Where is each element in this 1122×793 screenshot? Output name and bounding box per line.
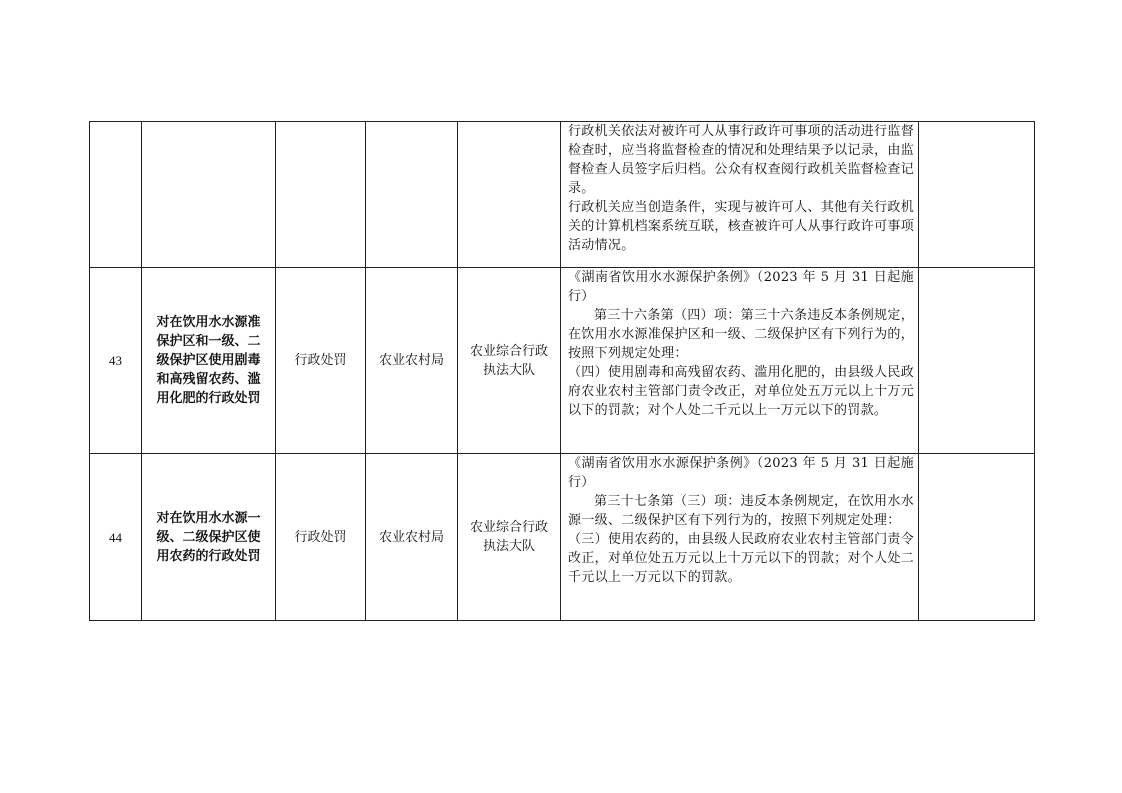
basis-paragraph: （三）使用农药的，由县级人民政府农业农村主管部门责令改正，对单位处五万元以上十万元以下的罚款；对个人处二千元以上一万元以下的罚款。 [568,532,914,585]
department-cell [366,122,458,268]
executing-unit-cell: 农业综合行政执法大队 [458,268,561,454]
table-row [90,268,1035,454]
remark-cell [919,122,1035,268]
category-cell [276,122,366,268]
executing-unit-cell [458,122,561,268]
executing-unit-cell: 农业综合行政执法大队 [458,454,561,621]
department-cell: 农业农村局 [366,268,458,454]
basis-paragraph: 《湖南省饮用水水源保护条例》（2023 年 5 月 31 日起施行） [568,456,914,490]
item-name-cell: 对在饮用水水源一级、二级保护区使用农药的行政处罚 [142,454,276,621]
row-seq-cell: 44 [90,454,142,621]
legal-basis-cell [561,122,919,268]
row-seq-cell [90,122,142,268]
basis-paragraph: 第三十七条第（三）项：违反本条例规定，在饮用水水源一级、二级保护区有下列行为的，按照下列规定处理： [568,494,914,528]
basis-paragraph: 《湖南省饮用水水源保护条例》（2023 年 5 月 31 日起施行） [568,270,914,304]
remark-cell [919,454,1035,621]
penalty-items-table [89,121,1035,621]
row-seq-cell: 43 [90,268,142,454]
item-name-cell [142,122,276,268]
item-name-cell: 对在饮用水水源准保护区和一级、二级保护区使用剧毒和高残留农药、滥用化肥的行政处罚 [142,268,276,454]
legal-basis-cell [561,268,919,454]
basis-paragraph: 行政机关依法对被许可人从事行政许可事项的活动进行监督检查时，应当将监督检查的情况和处理结果予以记录，由监督检查人员签字后归档。公众有权查阅行政机关监督检查记录。 [568,124,914,196]
basis-paragraph: 第三十六条第（四）项：第三十六条违反本条例规定，在饮用水水源准保护区和一级、二级保护区有下列行为的，按照下列规定处理： [568,308,914,361]
category-cell: 行政处罚 [276,268,366,454]
table-row [90,122,1035,268]
legal-basis-cell [561,454,919,621]
remark-cell [919,268,1035,454]
basis-paragraph: 行政机关应当创造条件，实现与被许可人、其他有关行政机关的计算机档案系统互联，核查被许可人从事行政许可事项活动情况。 [568,200,914,253]
category-cell: 行政处罚 [276,454,366,621]
table-row [90,454,1035,621]
department-cell: 农业农村局 [366,454,458,621]
basis-paragraph: （四）使用剧毒和高残留农药、滥用化肥的，由县级人民政府农业农村主管部门责令改正，对单位处五万元以上十万元以下的罚款；对个人处二千元以上一万元以下的罚款。 [568,365,914,418]
